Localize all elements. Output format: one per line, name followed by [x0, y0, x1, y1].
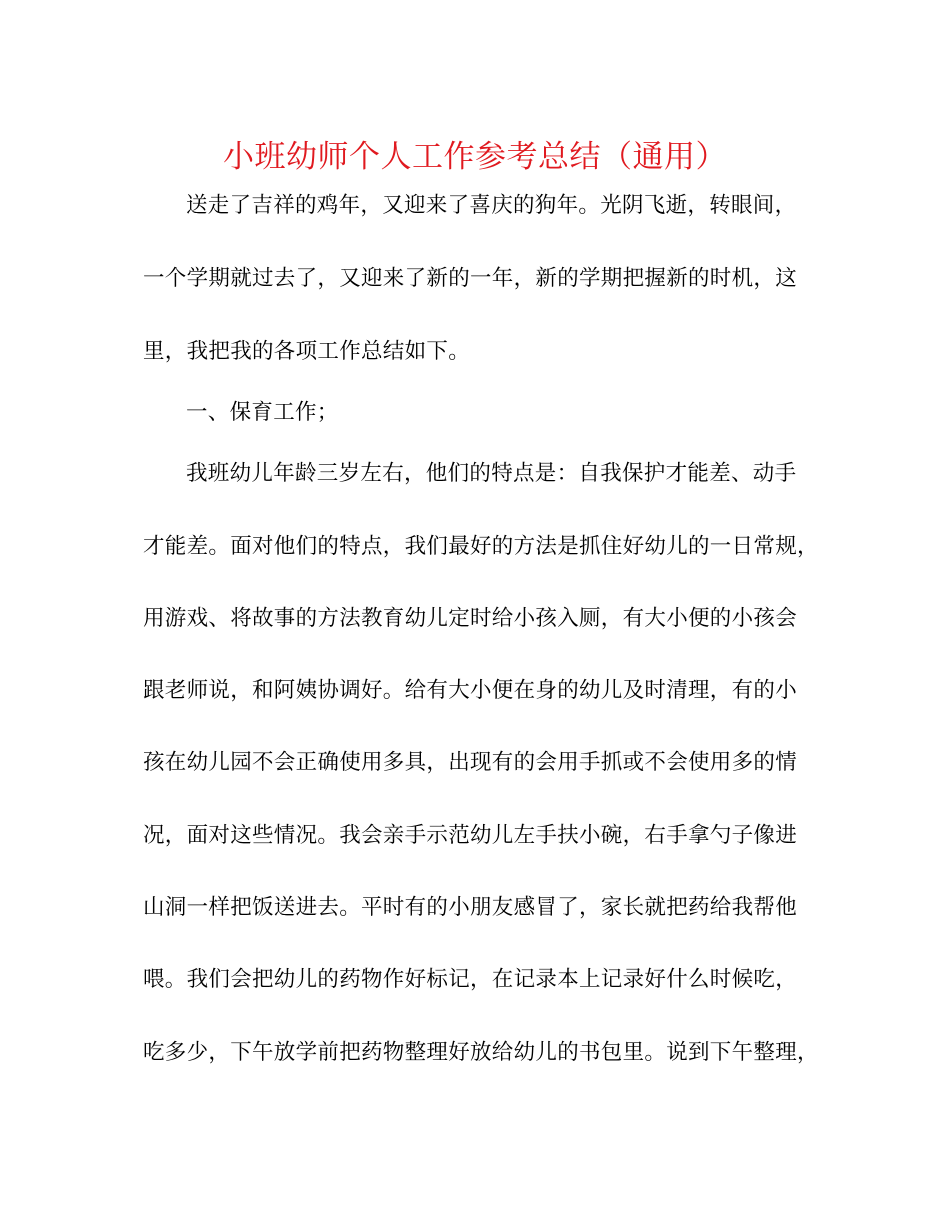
- paragraph-line: 里，我把我的各项工作总结如下。: [143, 339, 471, 364]
- paragraph-line: 一个学期就过去了，又迎来了新的一年，新的学期把握新的时机，这: [143, 266, 798, 291]
- paragraph-line: 送走了吉祥的鸡年，又迎来了喜庆的狗年。光阴飞逝，转眼间，: [186, 193, 797, 218]
- paragraph-line: 吃多少，下午放学前把药物整理好放给幼儿的书包里。说到下午整理，: [143, 1040, 819, 1065]
- document-title: 小班幼师个人工作参考总结（通用）: [223, 139, 727, 175]
- paragraph-line: 跟老师说，和阿姨协调好。给有大小便在身的幼儿及时清理，有的小: [143, 678, 798, 703]
- paragraph-line: 用游戏、将故事的方法教育幼儿定时给小孩入厕，有大小便的小孩会: [143, 606, 798, 631]
- paragraph-line: 才能差。面对他们的特点，我们最好的方法是抓住好幼儿的一日常规，: [143, 534, 819, 559]
- paragraph-line: 喂。我们会把幼儿的药物作好标记，在记录本上记录好什么时候吃，: [143, 967, 798, 992]
- paragraph-line: 况，面对这些情况。我会亲手示范幼儿左手扶小碗，右手拿勺子像进: [143, 823, 798, 848]
- paragraph-line: 我班幼儿年龄三岁左右，他们的特点是：自我保护才能差、动手: [186, 461, 797, 486]
- paragraph-line: 山洞一样把饭送进去。平时有的小朋友感冒了，家长就把药给我帮他: [143, 895, 798, 920]
- paragraph-line: 孩在幼儿园不会正确使用多具，出现有的会用手抓或不会使用多的情: [143, 750, 798, 775]
- section-heading: 一、保育工作；: [186, 400, 339, 425]
